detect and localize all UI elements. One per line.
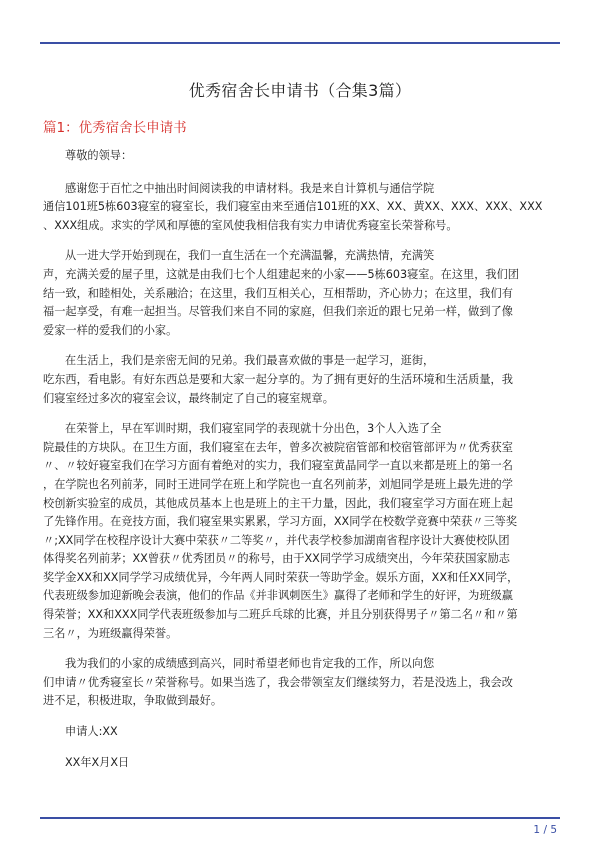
document-body: [43, 147, 557, 784]
paragraph-line: 进不足，积极进取，争取做到最好。: [43, 694, 223, 708]
paragraph-line: 感谢您于百忙之中抽出时间阅读我的申请材料。我是来自计算机与通信学院: [65, 181, 435, 195]
paragraph-line: 〃、〃较好寝室我们在学习方面有着绝对的实力，我们寝室黄晶同学一直以来都是班上的第一名: [43, 459, 513, 473]
paragraph-line: 得荣誉；XX和XXX同学代表班级参加与二班乒乓球的比赛，并且分别获得男子〃第二名〃和〃第: [43, 608, 518, 622]
paragraph-line: 体得奖名列前茅；XX曾获〃优秀团员〃的称号，由于XX同学学习成绩突出，今年荣获国家励志: [43, 552, 510, 566]
paragraph-line: 三名〃，为班级赢得荣誉。: [43, 626, 178, 640]
application-date: XX年X月X日: [65, 755, 130, 769]
body-paragraph: [43, 180, 557, 236]
paragraph-line: 了先锋作用。在竞技方面，我们寝室果实累累，学习方面，XX同学在校数学竞赛中荣获〃三等奖: [43, 515, 518, 529]
applicant-signature: 申请人:XX: [65, 725, 118, 739]
paragraph-line: 结一致，和睦相处，关系融洽；在这里，我们互相关心，互相帮助，齐心协力；在这里，我们有: [43, 286, 513, 300]
paragraph-line: 代表班级参加迎新晚会表演，他们的作品《并非讽刺医生》赢得了老师和学生的好评，为班级赢: [43, 589, 513, 603]
body-paragraph: [43, 247, 557, 340]
paragraph-line: 们申请〃优秀寝室长〃荣誉称号。如果当选了，我会带领室友们继续努力，若是没选上，我会改: [43, 675, 513, 689]
paragraph-line: 在生活上，我们是亲密无间的兄弟。我们最喜欢做的事是一起学习，逛街，: [65, 354, 435, 368]
body-paragraph: [43, 352, 557, 408]
paragraph-line: 我为我们的小家的成绩感到高兴，同时希望老师也肯定我的工作，所以向您: [65, 657, 435, 671]
paragraph-line: 校创新实验室的成员，其他成员基本上也是班上的主干力量，因此，我们寝室学习方面在班上起: [43, 496, 513, 510]
paragraph-line: 爱家一样的爱我们的小家。: [43, 323, 178, 337]
paragraph-line: 奖学金XX和XX同学学习成绩优异，今年两人同时荣获一等助学金。娱乐方面，XX和任XX同学，: [43, 570, 519, 584]
section-heading: 篇1：优秀宿舍长申请书: [43, 120, 187, 136]
paragraphs: [43, 180, 557, 711]
top-rule: [40, 42, 560, 44]
body-paragraph: [43, 655, 557, 711]
paragraph-line: 福一起享受，有难一起担当。尽管我们来自不同的家庭，但我们亲近的跟七兄弟一样，做到了像: [43, 305, 513, 319]
paragraph-line: 从一进大学开始到现在，我们一直生活在一个充满温馨，充满热情，充满笑: [65, 249, 435, 263]
paragraph-line: 们寝室经过多次的寝室会议，最终制定了自己的寝室规章。: [43, 391, 334, 405]
paragraph-line: 在荣誉上，早在军训时期，我们寝室同学的表现就十分出色，3个人入选了全: [65, 422, 442, 436]
paragraph-line: 通信101班5栋603寝室的寝室长，我们寝室由来至通信101班的XX、XX、黄XX、XXX、XXX、XXX: [43, 200, 543, 214]
document-title: 优秀宿舍长申请书（合集3篇）: [188, 81, 412, 100]
bottom-rule: [40, 817, 560, 819]
page-number: 1 / 5: [533, 824, 557, 836]
body-paragraph: [43, 420, 557, 643]
paragraph-line: 〃;XX同学在校程序设计大赛中荣获〃二等奖〃，并代表学校参加湖南省程序设计大赛使校队团: [43, 533, 510, 547]
paragraph-line: 吃东西，看电影。有好东西总是要和大家一起分享的。为了拥有更好的生活环境和生活质量，我: [43, 372, 513, 386]
greeting: 尊敬的领导：: [65, 149, 133, 162]
paragraph-line: 、XXX组成。求实的学风和厚德的室风使我相信我有实力申请优秀寝室长荣誉称号。: [43, 218, 458, 232]
paragraph-line: ，在学院也名列前茅，同时王进同学在班上和学院也一直名列前茅，刘旭同学是班上最先进的学: [43, 477, 513, 491]
paragraph-line: 声，充满关爱的屋子里，这就是由我们七个人组建起来的小家——5栋603寝室。在这里，我们团: [43, 267, 519, 281]
paragraph-line: 院最佳的方块队。在卫生方面，我们寝室在去年，曾多次被院宿管部和校宿管部评为〃优秀获室: [43, 440, 513, 454]
